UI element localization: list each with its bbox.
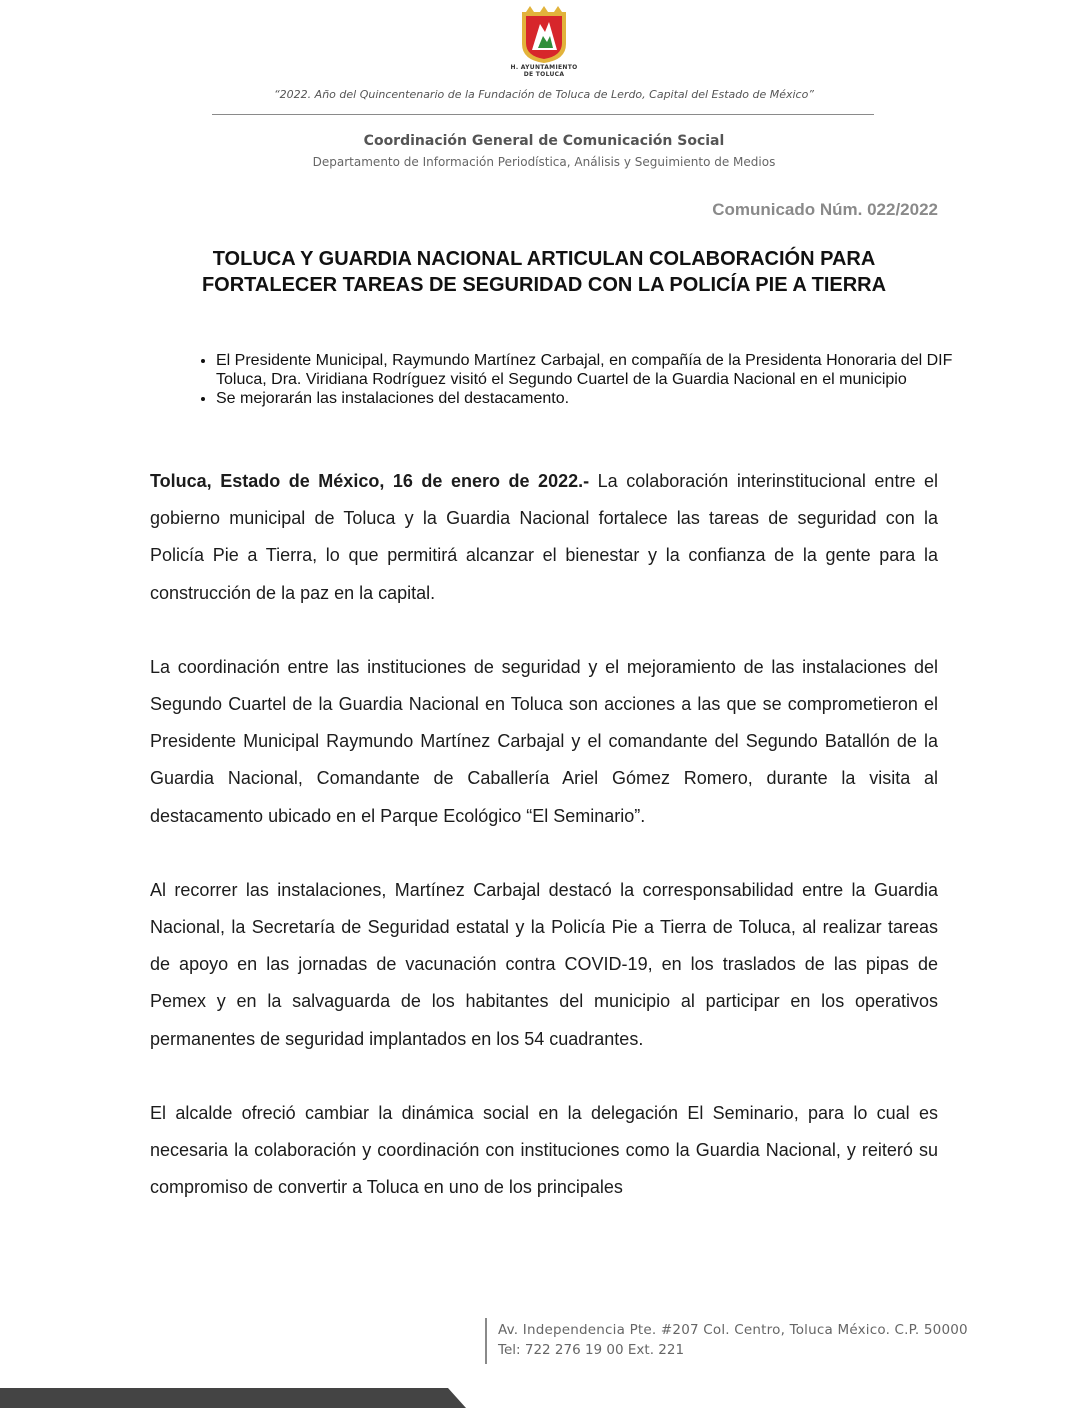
department-title: Coordinación General de Comunicación Social [363,133,725,149]
headline: TOLUCA Y GUARDIA NACIONAL ARTICULAN COLABORACIÓN PARA FORTALECER TAREAS DE SEGURIDAD CON LA POLICÍA PIE A TIERRA [201,248,887,296]
article-body [150,463,938,1243]
paragraph-1 [150,463,938,612]
toluca-logo [504,6,584,84]
summary-bullets [178,351,956,408]
footer-stripe [0,1388,466,1408]
dateline: Toluca, Estado de México, 16 de enero de 2022.- [150,471,590,491]
release-number: Comunicado Núm. 022/2022 [712,200,938,219]
paragraph-1-text: La colaboración interinstitucional entre el gobierno municipal de Toluca y la Guardia Nacional fortalece las tareas de seguridad con la Policía Pie a Tierra, lo que permitirá alcanzar el bienestar y la confianza de la gente para la construcción de la paz en la capital. [150,471,938,603]
paragraph-3: Al recorrer las instalaciones, Martínez Carbajal destacó la corresponsabilidad entre la Guardia Nacional, la Secretaría de Seguridad estatal y la Policía Pie a Tierra de Toluca, al realizar tareas de apoyo en las jornadas de vacunación contra COVID-19, en los traslados de las pipas de Pemex y en la salvaguarda de los habitantes del municipio al participar en los operativos permanentes de seguridad implantados en los 54 cuadrantes. [150,879,938,1049]
paragraph-2: La coordinación entre las instituciones de seguridad y el mejoramiento de las instalaciones del Segundo Cuartel de la Guardia Nacional en Toluca son acciones a las que se comprometieron el Presidente Municipal Raymundo Martínez Carbajal y el comandante del Segundo Batallón de la Guardia Nacional, Comandante de Caballería Ariel Gómez Romero, durante la visita al destacamento ubicado en el Parque Ecológico “El Seminario”. [150,656,938,826]
motto: “2022. Año del Quincentenario de la Fundación de Toluca de Lerdo, Capital del Estado de México” [273,88,815,101]
logo-caption-line2: DE TOLUCA [523,71,565,78]
toluca-coat-of-arms-icon [516,6,572,64]
logo-caption-line1: H. AYUNTAMIENTO [510,64,578,71]
header-divider [212,114,874,115]
footer-phone: Tel: 722 276 19 00 Ext. 221 [498,1342,685,1358]
paragraph-4: El alcalde ofreció cambiar la dinámica social en la delegación El Seminario, para lo cual es necesaria la colaboración y coordinación con instituciones como la Guardia Nacional, y reiteró su compromiso de convertir a Toluca en uno de los principales [150,1102,938,1198]
footer-divider [485,1318,487,1364]
footer-address: Av. Independencia Pte. #207 Col. Centro, Toluca México. C.P. 50000 [498,1322,968,1338]
department-subtitle: Departamento de Información Periodística, Análisis y Seguimiento de Medios [312,155,776,169]
summary-bullet: • El Presidente Municipal, Raymundo Martínez Carbajal, en compañía de la Presidenta Honoraria del DIF Toluca, Dra. Viridiana Rodríguez visitó el Segundo Cuartel de la Guardia Nacional en el municipio [216,351,956,389]
summary-bullet: • Se mejorarán las instalaciones del destacamento. [216,389,956,408]
